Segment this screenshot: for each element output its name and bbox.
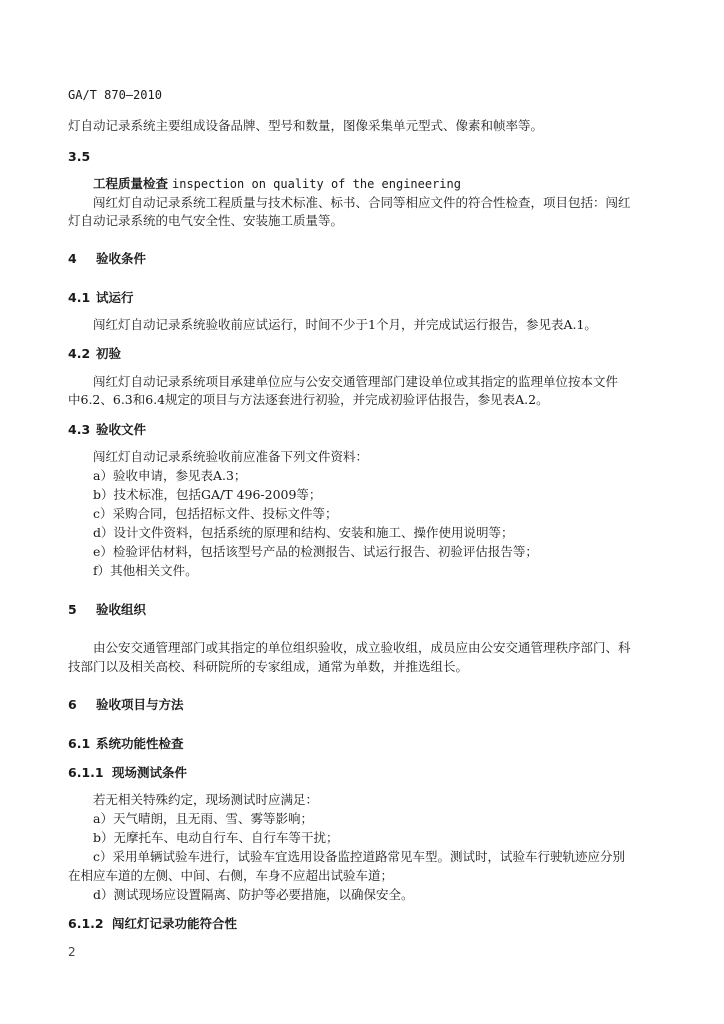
- paragraph-line: 灯自动记录系统主要组成设备品牌、型号和数量，图像采集单元型式、像素和帧率等。: [68, 118, 544, 133]
- section-title: 验收组织: [96, 602, 147, 617]
- list-item: b）技术标准，包括GA/T 496-2009等；: [93, 487, 322, 502]
- list-item: c）采购合同，包括招标文件、投标文件等；: [93, 506, 338, 521]
- section-number: 4: [68, 251, 77, 266]
- term-chinese: 工程质量检查: [93, 176, 169, 191]
- list-item: b）无摩托车、电动自行车、自行车等干扰；: [93, 830, 339, 845]
- section-number: 6.1: [68, 736, 91, 751]
- list-item: f）其他相关文件。: [93, 563, 198, 578]
- section-heading: [68, 422, 146, 438]
- paragraph-line: 闯红灯自动记录系统工程质量与技术标准、标书、合同等相应文件的符合性检查，项目包括：闯红: [93, 195, 631, 210]
- paragraph-line: 灯自动记录系统的电气安全性、安装施工质量等。: [68, 213, 344, 228]
- section-heading: [68, 290, 134, 306]
- section-title: 系统功能性检查: [96, 736, 184, 751]
- section-heading: [68, 736, 184, 752]
- section-title: 现场测试条件: [112, 765, 188, 780]
- section-heading: [68, 916, 237, 932]
- paragraph-line: 技部门以及相关高校、科研院所的专家组成，通常为单数，并推选组长。: [68, 659, 469, 674]
- list-item: a）验收申请，参见表A.3；: [93, 468, 247, 483]
- list-item: d）设计文件资料，包括系统的原理和结构、安装和施工、操作使用说明等；: [93, 525, 514, 540]
- section-number: 6.1.2: [68, 916, 104, 931]
- section-heading: [68, 346, 121, 362]
- paragraph-line: 闯红灯自动记录系统验收前应准备下列文件资料：: [93, 449, 369, 464]
- section-number: 5: [68, 602, 77, 617]
- paragraph-line: 中6.2、6.3和6.4规定的项目与方法逐套进行初验，并完成初验评估报告，参见表A.2。: [68, 392, 549, 407]
- paragraph-line: 若无相关特殊约定，现场测试时应满足：: [93, 792, 319, 807]
- paragraph-line: 由公安交通管理部门或其指定的单位组织验收，成立验收组，成员应由公安交通管理秩序部门、科: [93, 640, 631, 655]
- section-number: 4.2: [68, 346, 91, 361]
- section-heading: [68, 697, 184, 713]
- list-item: c）采用单辆试验车进行，试验车宜选用设备监控道路常见车型。测试时，试验车行驶轨迹应分别: [93, 849, 626, 864]
- page-number: 2: [68, 945, 76, 959]
- section-heading: [68, 251, 146, 267]
- list-item: e）检验评估材料，包括该型号产品的检测报告、试运行报告、初验评估报告等；: [93, 544, 538, 559]
- section-title: 试运行: [96, 290, 134, 305]
- clause-number: 3.5: [68, 149, 91, 164]
- section-heading: [68, 602, 146, 618]
- section-title: 初验: [96, 346, 122, 361]
- list-item: a）天气晴朗，且无雨、雪、雾等影响；: [93, 811, 313, 826]
- term-entry: [93, 176, 461, 192]
- section-title: 验收项目与方法: [96, 697, 184, 712]
- term-english: inspection on quality of the engineering: [172, 177, 461, 191]
- section-number: 4.1: [68, 290, 91, 305]
- section-title: 验收条件: [96, 251, 147, 266]
- section-title: 闯红灯记录功能符合性: [112, 916, 238, 931]
- section-number: 6.1.1: [68, 765, 104, 780]
- list-item-continuation: 在相应车道的左侧、中间、右侧，车身不应超出试验车道；: [68, 868, 394, 883]
- section-number: 6: [68, 697, 77, 712]
- section-heading: [68, 765, 187, 781]
- standard-header: GA/T 870—2010: [68, 88, 162, 102]
- paragraph-line: 闯红灯自动记录系统验收前应试运行，时间不少于1个月，并完成试运行报告，参见表A.1。: [93, 317, 597, 332]
- paragraph-line: 闯红灯自动记录系统项目承建单位应与公安交通管理部门建设单位或其指定的监理单位按本文件: [93, 374, 619, 389]
- list-item: d）测试现场应设置隔离、防护等必要措施，以确保安全。: [93, 887, 414, 902]
- section-number: 4.3: [68, 422, 91, 437]
- section-title: 验收文件: [96, 422, 147, 437]
